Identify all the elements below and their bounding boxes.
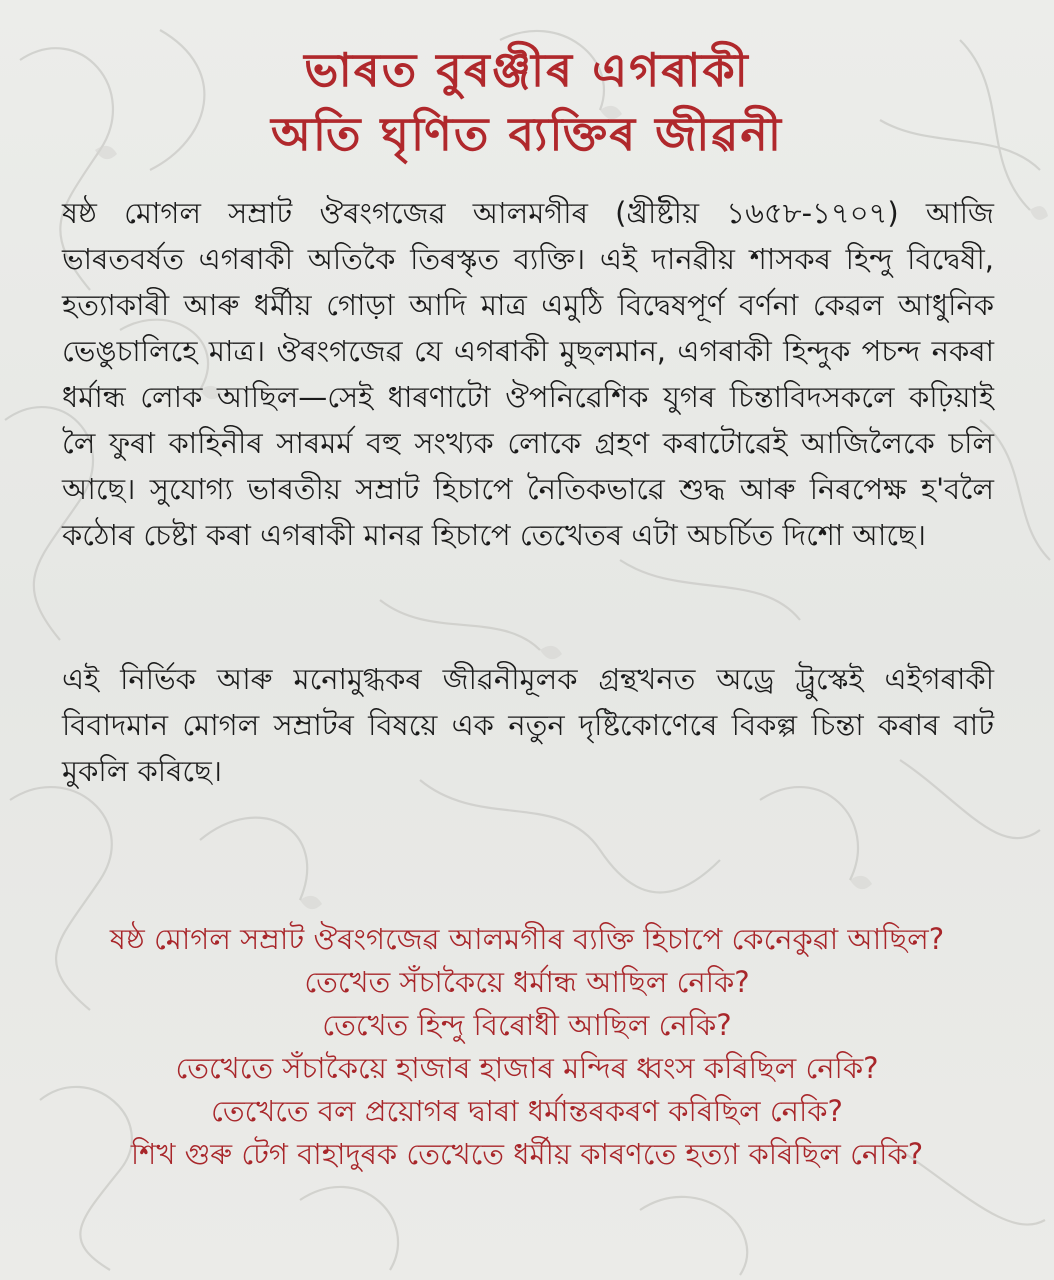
book-title	[0, 38, 1054, 166]
title-line-2: অতি ঘৃণিত ব্যক্তিৰ জীৱনী	[271, 107, 783, 161]
question-list	[30, 918, 1024, 1176]
question-line: তেখেতে সঁচাকৈয়ে হাজাৰ হাজাৰ মন্দিৰ ধ্বংস কৰিছিল নেকি?	[175, 1051, 879, 1085]
question-line: তেখেত সঁচাকৈয়ে ধৰ্মান্ধ আছিল নেকি?	[304, 965, 750, 999]
question-line: শিখ গুৰু টেগ বাহাদুৰক তেখেতে ধৰ্মীয় কাৰণতে হত্যা কৰিছিল নেকি?	[130, 1137, 924, 1171]
title-line-1: ভাৰত বুৰঞ্জীৰ এগৰাকী	[304, 43, 750, 97]
question-line: তেখেত হিন্দু বিৰোধী আছিল নেকি?	[322, 1008, 732, 1042]
question-line: তেখেতে বল প্ৰয়োগৰ দ্বাৰা ধৰ্মান্তৰকৰণ কৰিছিল নেকি?	[211, 1094, 843, 1128]
blurb-paragraph-2: এই নিৰ্ভিক আৰু মনোমুগ্ধকৰ জীৱনীমূলক গ্ৰন্থখনত অড্ৰে ট্ৰুস্কেই এইগৰাকী বিবাদমান মোগল সম্ৰাটৰ বিষয়ে এক নতুন দৃষ্টিকোণেৰে বিকল্প চিন্তা কৰাৰ বাট মুকলি কৰিছে।	[62, 662, 994, 788]
blurb-paragraph-1: ষষ্ঠ মোগল সম্ৰাট ঔৰংগজেৱ আলমগীৰ (খ্ৰীষ্টীয় ১৬৫৮-১৭০৭) আজি ভাৰতবৰ্ষত এগৰাকী অতিকৈ তিৰস্কৃত ব্যক্তি। এই দানৱীয় শাসকৰ হিন্দু বিদ্বেষী, হত্যাকাৰী আৰু ধৰ্মীয় গোড়া আদি মাত্ৰ এমুঠি বিদ্বেষপূৰ্ণ বৰ্ণনা কেৱল আধুনিক ভেঙুচালিহে মাত্ৰ। ঔৰংগজেৱ যে এগৰাকী মুছলমান, এগৰাকী হিন্দুক পচন্দ নকৰা ধৰ্মান্ধ লোক আছিল—সেই ধাৰণাটো ঔপনিৱেশিক যুগৰ চিন্তাবিদসকলে কঢ়িয়াই লৈ ফুৰা কাহিনীৰ সাৰমৰ্ম বহু সংখ্যক লোকে গ্ৰহণ কৰাটোৱেই আজিলৈকে চলি আছে। সুযোগ্য ভাৰতীয় সম্ৰাট হিচাপে নৈতিকভাৱে শুদ্ধ আৰু নিৰপেক্ষ হ'বলৈ কঠোৰ চেষ্টা কৰা এগৰাকী মানৱ হিচাপে তেখেতৰ এটা অচৰ্চিত দিশো আছে।	[62, 196, 994, 552]
question-line: ষষ্ঠ মোগল সম্ৰাট ঔৰংগজেৱ আলমগীৰ ব্যক্তি হিচাপে কেনেকুৱা আছিল?	[109, 922, 945, 956]
